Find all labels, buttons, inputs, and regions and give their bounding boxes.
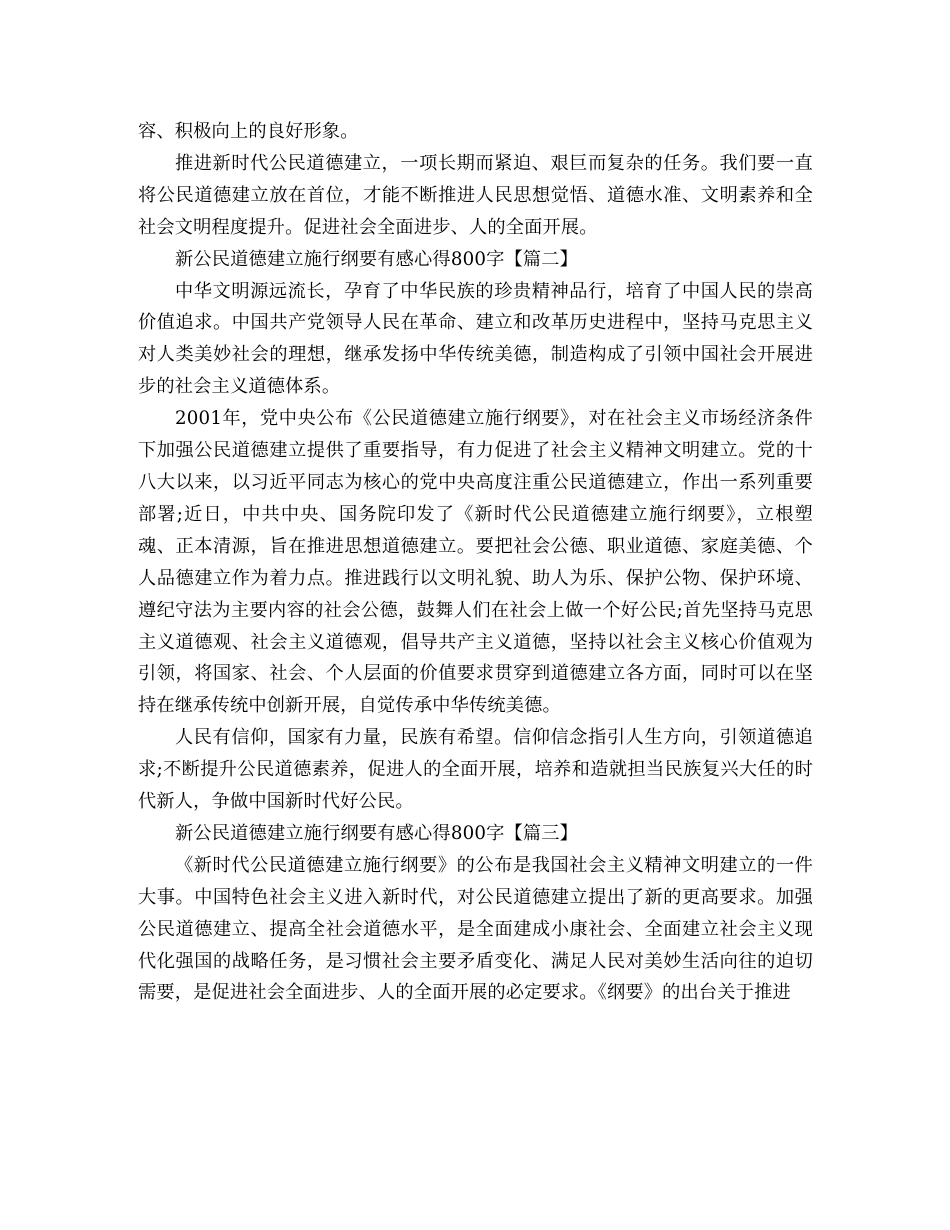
paragraph-1: 推进新时代公民道德建立，一项长期而紧迫、艰巨而复杂的任务。我们要一直将公民道德建立放在首位，才能不断推进人民思想觉悟、道德水准、文明素养和全社会文明程度提升。促进社会全面进步、人的全面开展。 — [138, 152, 813, 238]
paragraph-3: 2001年，党中央公布《公民道德建立施行纲要》，对在社会主义市场经济条件下加强公民道德建立提供了重要指导，有力促进了社会主义精神文明建立。党的十八大以来，以习近平同志为核心的党中央高度注重公民道德建立，作出一系列重要部署;近日，中共中央、国务院印发了《新时代公民道德建立施行纲要》，立根塑魂、正本清源，旨在推进思想道德建立。要把社会公德、职业道德、家庭美德、个人品德建立作为着力点。推进践行以文明礼貌、助人为乐、保护公物、保护环境、遵纪守法为主要内容的社会公德，鼓舞人们在社会上做一个好公民;首先坚持马克思主义道德观、社会主义道德观，倡导共产主义道德，坚持以社会主义核心价值观为引领，将国家、社会、个人层面的价值要求贯穿到道德建立各方面，同时可以在坚持在继承传统中创新开展，自觉传承中华传统美德。 — [138, 408, 813, 717]
paragraph-5: 《新时代公民道德建立施行纲要》的公布是我国社会主义精神文明建立的一件大事。中国特色社会主义进入新时代，对公民道德建立提出了新的更高要求。加强公民道德建立、提高全社会道德水平，是全面建成小康社会、全面建立社会主义现代化强国的战略任务，是习惯社会主要矛盾变化、满足人民对美妙生活向往的迫切需要，是促进社会全面进步、人的全面开展的必定要求。《纲要》的出台关于推进 — [138, 854, 813, 1004]
section-heading-part-2: 新公民道德建立施行纲要有感心得800字【篇二】 — [175, 248, 579, 270]
section-heading-part-3: 新公民道德建立施行纲要有感心得800字【篇三】 — [175, 822, 579, 844]
paragraph-continuation: 容、积极向上的良好形象。 — [138, 121, 359, 142]
paragraph-4: 人民有信仰，国家有力量，民族有希望。信仰信念指引人生方向，引领道德追求;不断提升公民道德素养，促进人的全面开展，培养和造就担当民族复兴大任的时代新人，争做中国新时代好公民。 — [138, 727, 813, 813]
document-body — [138, 116, 813, 1009]
paragraph-2: 中华文明源远流长，孕育了中华民族的珍贵精神品行，培育了中国人民的崇高价值追求。中国共产党领导人民在革命、建立和改革历史进程中，坚持马克思主义对人类美妙社会的理想，继承发扬中华传统美德，制造构成了引领中国社会开展进步的社会主义道德体系。 — [138, 280, 813, 398]
